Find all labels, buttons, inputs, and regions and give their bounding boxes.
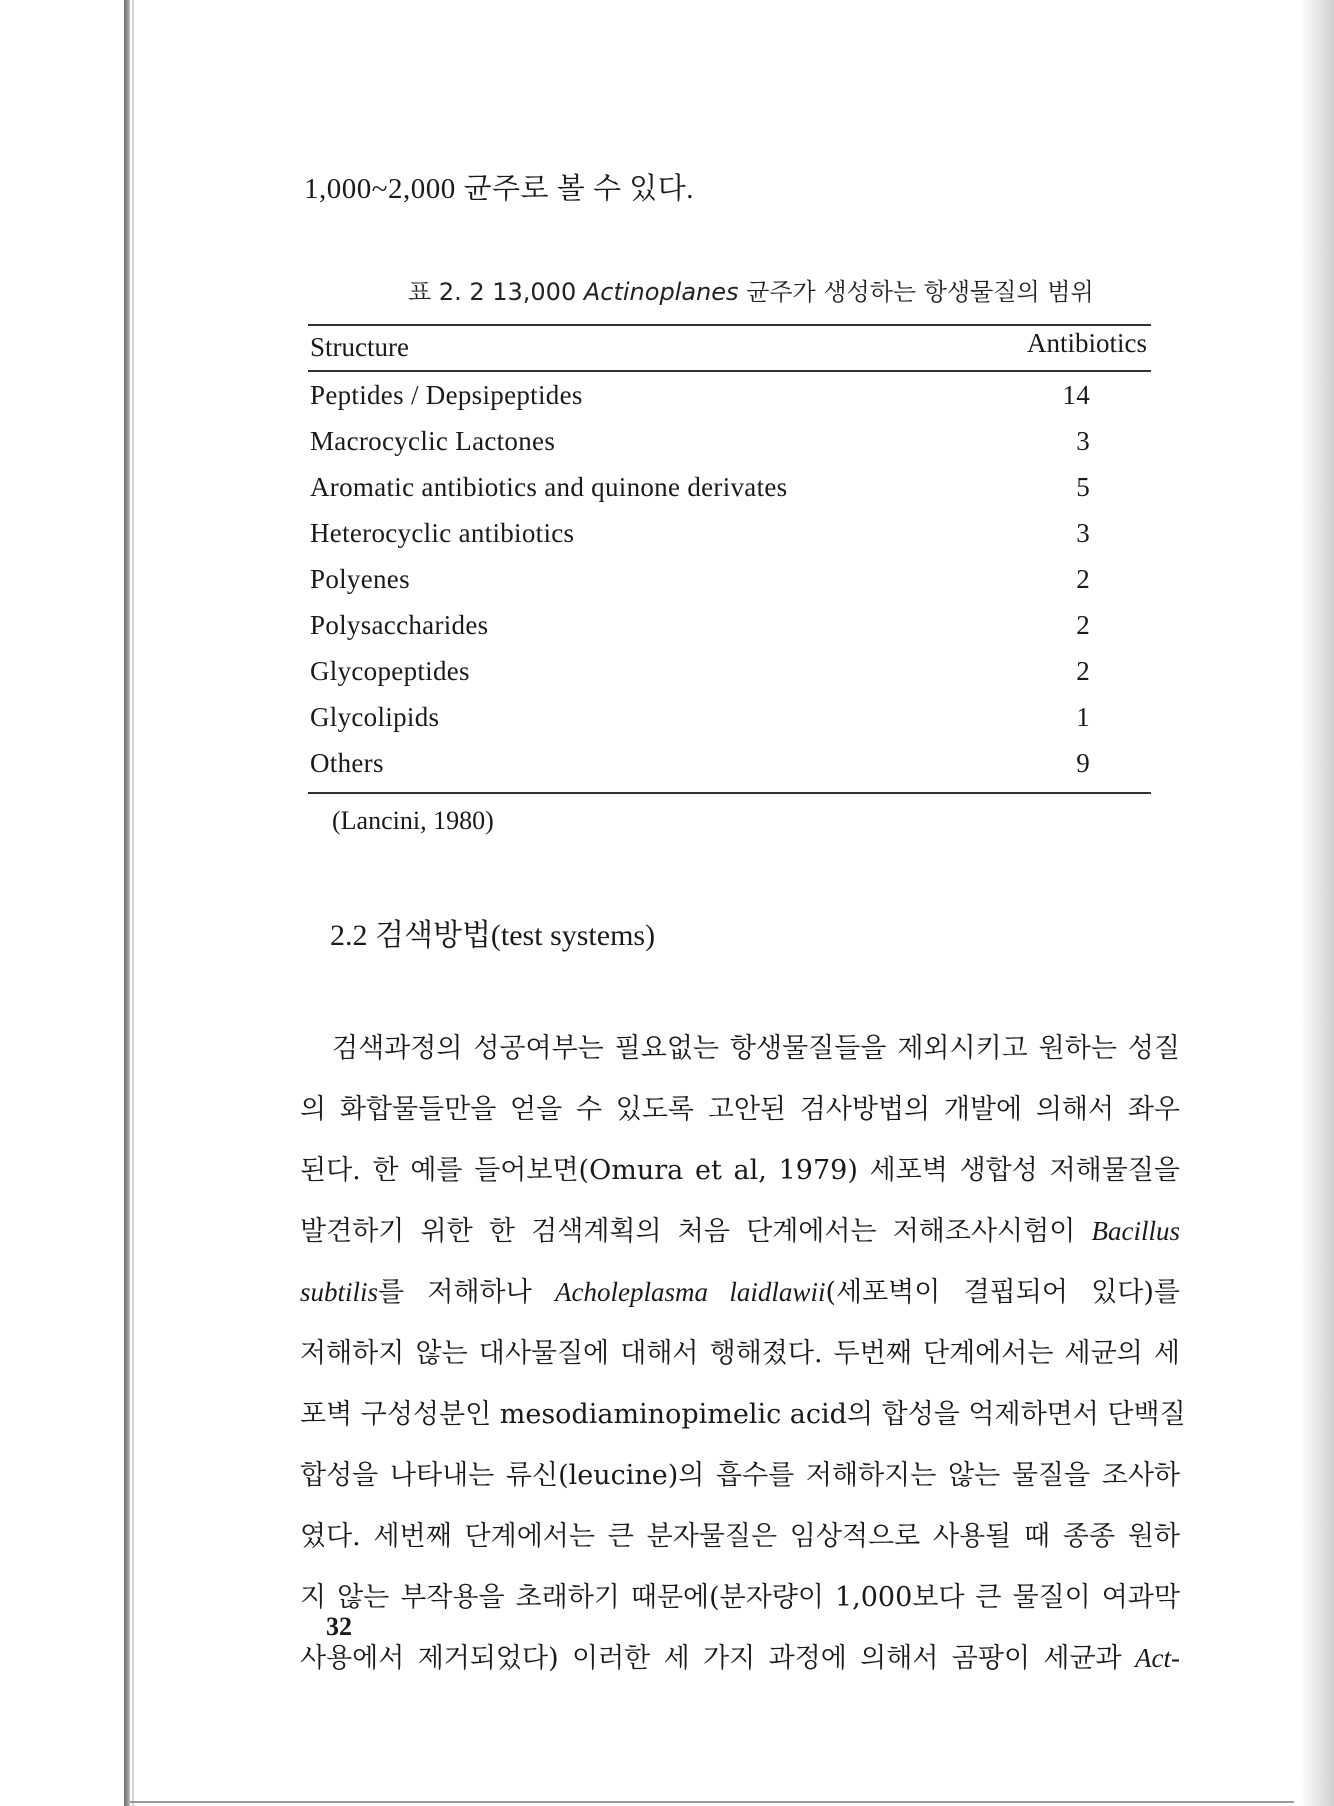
paragraph-line [300,1201,1180,1262]
paragraph-line: 저해하지 않는 대사물질에 대해서 행해졌다. 두번째 단계에서는 세균의 세 [300,1338,1180,1369]
caption-prefix: 표 2. 2 13,000 [408,278,577,306]
page-spine-edge [124,0,130,1806]
row-count: 1 [1076,701,1090,732]
table-row [310,510,1090,556]
section-heading: 2.2 검색방법(test systems) [330,919,656,952]
page-number: 32 [326,1612,352,1641]
paragraph-line: 였다. 세번째 단계에서는 큰 분자물질은 임상적으로 사용될 때 종종 원하 [300,1521,1180,1552]
row-structure: Polyenes [310,563,410,594]
header-antibiotics: Antibiotics [1027,328,1147,358]
page-right-shadow [1300,0,1334,1806]
table-row [310,740,1090,786]
row-count: 2 [1076,563,1090,594]
line-text: 발견하기 위한 한 검색계획의 처음 단계에서는 저해조사시험이 [300,1216,1076,1247]
table-row [310,602,1090,648]
paragraph-line: 지 않는 부작용을 초래하기 때문에(분자량이 1,000보다 큰 물질이 여과막 [300,1582,1180,1613]
line-text: 사용에서 제거되었다) 이러한 세 가지 과정에 의해서 곰팡이 세균과 [300,1643,1122,1674]
row-structure: Others [310,747,384,778]
page-spine-inner [132,0,134,1806]
row-structure: Glycopeptides [310,655,470,686]
paragraph-line [300,1262,1180,1323]
row-count: 5 [1076,471,1090,502]
table-top-rule [308,324,1151,326]
table-source: (Lancini, 1980) [332,806,494,835]
row-count: 2 [1076,609,1090,640]
row-structure: Glycolipids [310,701,440,732]
paragraph-line: 된다. 한 예를 들어보면(Omura et al, 1979) 세포벽 생합성 저해물질을 [300,1155,1180,1186]
italic-term: Act- [1135,1643,1180,1673]
table-bottom-rule [308,792,1151,794]
caption-suffix: 균주가 생성하는 항생물질의 범위 [746,278,1094,306]
paragraph-line: 의 화합물들만을 얻을 수 있도록 고안된 검사방법의 개발에 의해서 좌우 [300,1094,1180,1125]
paragraph-line: 합성을 나타내는 류신(leucine)의 흡수를 저해하지는 않는 물질을 조사하 [300,1460,1180,1491]
table-row [310,648,1090,694]
row-structure: Polysaccharides [310,609,489,640]
header-structure: Structure [310,332,409,362]
body-paragraph [300,1018,1186,1689]
table-body [310,372,1090,786]
caption-genus: Actinoplanes [583,278,739,306]
row-structure: Aromatic antibiotics and quinone derivates [310,471,788,502]
table-caption [408,272,1094,307]
paragraph-line [300,1628,1180,1689]
row-count: 3 [1076,425,1090,456]
italic-term: Bacillus [1091,1216,1180,1246]
italic-term: Acholeplasma laidlawii [555,1277,826,1307]
table-row [310,556,1090,602]
table-row [310,372,1090,418]
line-text: 를 저해하나 [378,1277,532,1308]
row-structure: Peptides / Depsipeptides [310,379,583,410]
table-row [310,418,1090,464]
table-row [310,694,1090,740]
row-structure: Heterocyclic antibiotics [310,517,575,548]
row-count: 9 [1076,747,1090,778]
paragraph-line: 검색과정의 성공여부는 필요없는 항생물질들을 제외시키고 원하는 성질 [332,1033,1180,1064]
table-row [310,464,1090,510]
row-structure: Macrocyclic Lactones [310,425,556,456]
line-text: (세포벽이 결핍되어 있다)를 [825,1277,1180,1308]
row-count: 2 [1076,655,1090,686]
italic-term: subtilis [300,1277,379,1307]
row-count: 3 [1076,517,1090,548]
row-count: 14 [1062,379,1090,410]
intro-text: 1,000~2,000 균주로 볼 수 있다. [304,173,695,205]
paragraph-line: 포벽 구성성분인 mesodiaminopimelic acid의 합성을 억제하면서 단백질 [300,1399,1186,1430]
page-bottom-edge [130,1801,1294,1803]
